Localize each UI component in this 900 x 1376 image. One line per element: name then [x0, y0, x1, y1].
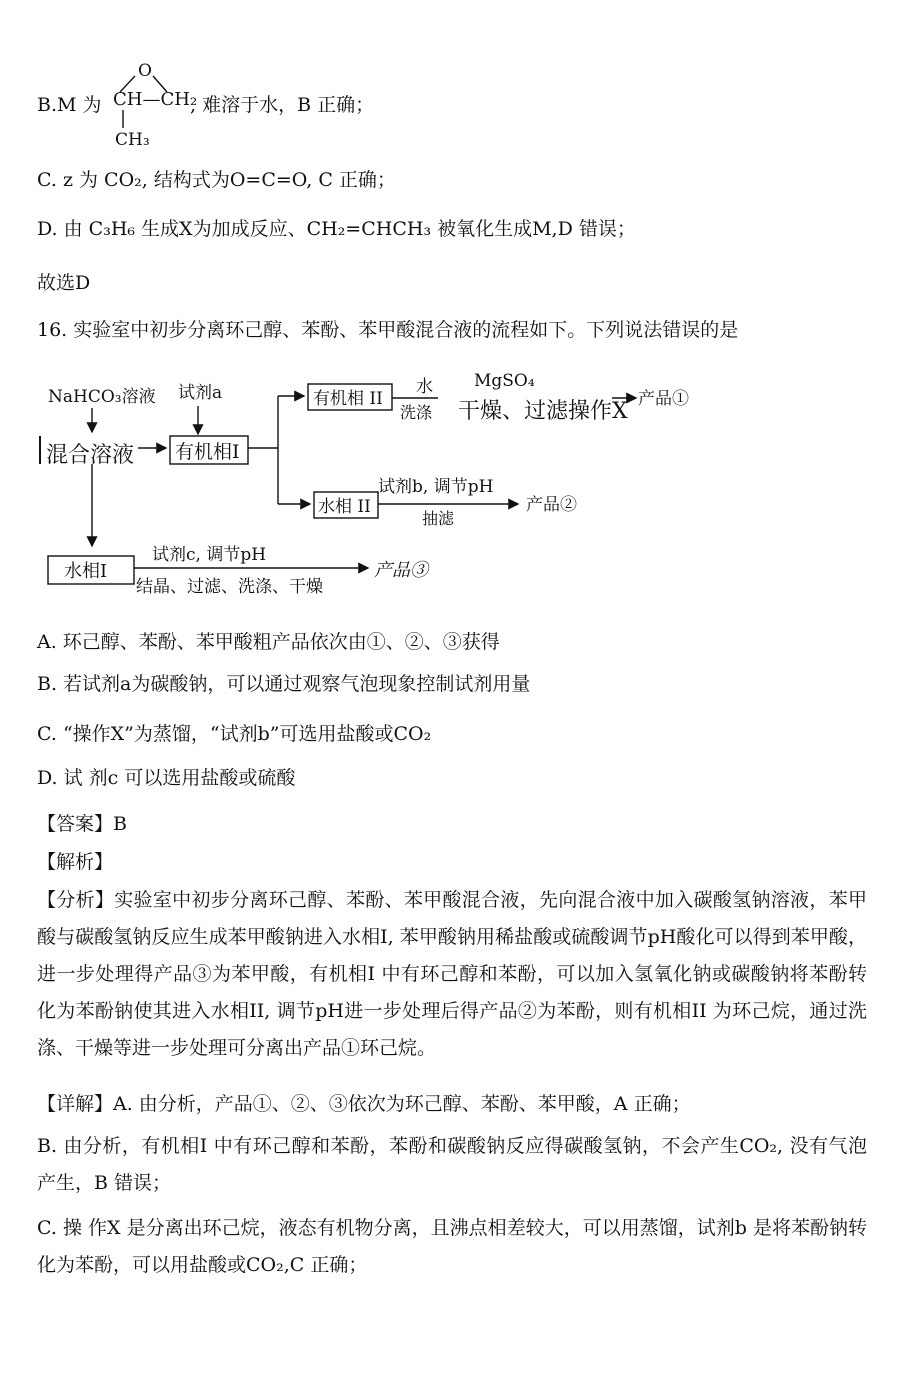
nahco3-label: NaHCO₃溶液	[48, 387, 156, 407]
dry-filter-label: 干燥、过滤操作X	[458, 399, 628, 424]
option-b-prefix: B.M 为	[37, 94, 102, 116]
struct-methyl: CH₃	[115, 130, 150, 150]
water-label: 水	[416, 377, 433, 397]
option-d: D. 试 剂c 可以选用盐酸或硫酸	[37, 767, 296, 789]
separation-flowchart	[30, 360, 689, 610]
detail-c: C. 操 作X 是分离出环己烷，液态有机物分离，且沸点相差较大，可以用蒸馏，试剂b 是将苯酚钠转化为苯酚，可以用盐酸或CO₂,C 正确；	[37, 1217, 867, 1276]
analysis-heading: 【解析】	[37, 851, 114, 873]
crystallize-label: 结晶、过滤、洗涤、干燥	[136, 577, 323, 597]
reagent-b-label: 试剂b, 调节pH	[378, 477, 494, 497]
option-c: C. “操作X”为蒸馏，“试剂b”可选用盐酸或CO₂	[37, 723, 432, 745]
suction-filter-label: 抽滤	[422, 509, 455, 528]
product-1-label: 产品①	[638, 389, 689, 409]
organic-phase-1-label: 有机相I	[175, 441, 240, 463]
aqueous-phase-2-label: 水相 II	[318, 497, 371, 517]
option-c-previous: C. z 为 CO₂, 结构式为O=C=O, C 正确；	[37, 169, 396, 191]
option-b-suffix: , 难溶于水，B 正确；	[190, 94, 375, 116]
struct-main-chain: CH—CH₂	[113, 89, 198, 110]
mixture-label: 混合溶液	[46, 443, 135, 468]
option-b: B. 若试剂a为碳酸钠，可以通过观察气泡现象控制试剂用量	[37, 673, 531, 695]
aqueous-phase-1-label: 水相I	[64, 561, 108, 582]
analysis-paragraph: 【分析】实验室中初步分离环己醇、苯酚、苯甲酸混合液，先向混合液中加入碳酸氢钠溶液，苯甲酸与碳酸氢钠反应生成苯甲酸钠进入水相I, 苯甲酸钠用稀盐酸或硫酸调节pH酸化可以得到苯甲酸，进一步处理得产品③为苯甲酸，有机相I 中有环己醇和苯酚，可以加入氢氧化钠或碳酸钠将苯酚转化为苯酚钠使其进入水相II, 调节pH进一步处理后得产品②为苯酚，则有机相II 为环己烷，通过洗涤、干燥等进一步处理可分离出产品①环己烷。	[37, 889, 867, 1059]
option-d-previous: D. 由 C₃H₆ 生成X为加成反应、CH₂=CHCH₃ 被氧化生成M,D 错误；	[37, 218, 636, 240]
option-a: A. 环己醇、苯酚、苯甲酸粗产品依次由①、②、③获得	[37, 631, 500, 653]
conclusion: 故选D	[37, 272, 91, 294]
detail-a: 【详解】A. 由分析，产品①、②、③依次为环己醇、苯酚、苯甲酸，A 正确；	[37, 1093, 691, 1115]
struct-oxygen: O	[138, 61, 152, 81]
mgso4-label: MgSO₄	[474, 371, 535, 391]
question-stem: 16. 实验室中初步分离环己醇、苯酚、苯甲酸混合液的流程如下。下列说法错误的是	[37, 319, 739, 341]
wash-label: 洗涤	[400, 403, 433, 422]
detail-b: B. 由分析，有机相I 中有环己醇和苯酚，苯酚和碳酸钠反应得碳酸氢钠，不会产生CO₂, 没有气泡产生，B 错误；	[37, 1135, 867, 1194]
reagent-c-label: 试剂c, 调节pH	[152, 545, 267, 565]
organic-phase-2-label: 有机相 II	[313, 389, 383, 409]
product-2-label: 产品②	[526, 495, 577, 515]
reagent-a-label: 试剂a	[178, 383, 223, 403]
answer: 【答案】B	[37, 813, 127, 835]
product-3-label: 产品③	[374, 560, 428, 581]
